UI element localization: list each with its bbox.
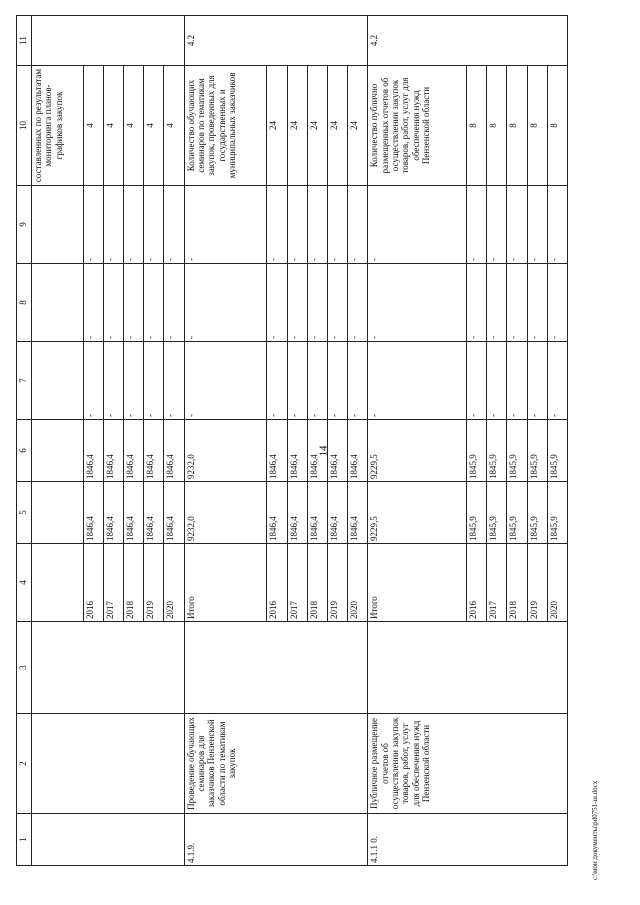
table-row: 4.1.9. Проведение обучающих семинаров для заказчиков Пензенской области по тематикам закупок Итого 9232,0 9232,0 - - - Количество обучающих семинаров по тематикам закупок, проведенных для государственных и муниципальных заказчиков 4.2 bbox=[184, 16, 267, 866]
col-header-4: 4 bbox=[17, 544, 32, 622]
item-name: Публичное размещение отчетов об осуществлении закупок товаров, работ, услуг для обеспечения нужд Пензенской области bbox=[368, 714, 568, 814]
table-row: 2019 1845,9 1845,9 - - - 8 bbox=[527, 16, 547, 866]
col-header-1: 1 bbox=[17, 814, 32, 866]
header-row bbox=[17, 16, 32, 866]
table-row: 2016 1845,9 1845,9 - - - 8 bbox=[466, 16, 486, 866]
col-header-9: 9 bbox=[17, 186, 32, 264]
table-row: 2016 1846,4 1846,4 - - - 4 bbox=[83, 16, 103, 866]
page-number: 14 bbox=[317, 445, 330, 457]
table-row: 2020 1846,4 1846,4 - - - 24 bbox=[348, 16, 368, 866]
table-row: 2019 1846,4 1846,4 - - - 24 bbox=[328, 16, 348, 866]
col-header-7: 7 bbox=[17, 342, 32, 420]
ref-cell: 4.2 bbox=[368, 16, 568, 66]
table-row: 2019 1846,4 1846,4 - - - 4 bbox=[144, 16, 164, 866]
table-row: 2017 1845,9 1845,9 - - - 8 bbox=[487, 16, 507, 866]
ref-cell: 4.2 bbox=[184, 16, 368, 66]
table-row: 2020 1845,9 1845,9 - - - 8 bbox=[547, 16, 567, 866]
col-header-5: 5 bbox=[17, 482, 32, 544]
item-number: 4.1.1 0. bbox=[368, 814, 568, 866]
table-row: 2017 1846,4 1846,4 - - - 4 bbox=[103, 16, 123, 866]
item-number: 4.1.9. bbox=[184, 814, 368, 866]
item-name: Проведение обучающих семинаров для заказчиков Пензенской области по тематикам закупок bbox=[184, 714, 368, 814]
col-header-6: 6 bbox=[17, 420, 32, 482]
indicator-cell: составленных по результатам мониторинга планов-графиков закупок bbox=[32, 66, 84, 186]
indicator-cell: Количество публично размещенных отчетов об осуществлении закупок товаров, работ, услуг для обеспечения нужд Пензенской области bbox=[368, 66, 467, 186]
table-row: 2017 1846,4 1846,4 - - - 24 bbox=[287, 16, 307, 866]
table-row: 4.1.1 0. Публичное размещение отчетов об осуществлении закупок товаров, работ, услуг для обеспечения нужд Пензенской области Итого 9229,5 9229,5 - - - Количество публично размещенных отчетов об осуществлении закупок товаров, работ, услуг для обеспечения нужд Пензенской области 4.2 bbox=[368, 16, 467, 866]
table-row: 2018 1846,4 1846,4 - - - 24 bbox=[307, 16, 327, 866]
table-row: 2018 1845,9 1845,9 - - - 8 bbox=[507, 16, 527, 866]
col-header-11: 11 bbox=[17, 16, 32, 66]
indicator-cell: Количество обучающих семинаров по тематикам закупок, проведенных для государственных и муниципальных заказчиков bbox=[184, 66, 267, 186]
table-row bbox=[32, 16, 84, 866]
program-activities-table bbox=[16, 15, 568, 866]
col-header-10: 10 bbox=[17, 66, 32, 186]
table-sheet bbox=[16, 16, 568, 866]
rotated-table-wrapper bbox=[16, 16, 568, 866]
col-header-8: 8 bbox=[17, 264, 32, 342]
col-header-2: 2 bbox=[17, 714, 32, 814]
table-row: 2016 1846,4 1846,4 - - - 24 bbox=[267, 16, 287, 866]
col-header-3: 3 bbox=[17, 622, 32, 714]
table-row: 2020 1846,4 1846,4 - - - 4 bbox=[164, 16, 184, 866]
file-path-footer: c:\мои документы\pd0751-ш.docx bbox=[591, 780, 599, 880]
table-row: 2018 1846,4 1846,4 - - - 4 bbox=[123, 16, 143, 866]
